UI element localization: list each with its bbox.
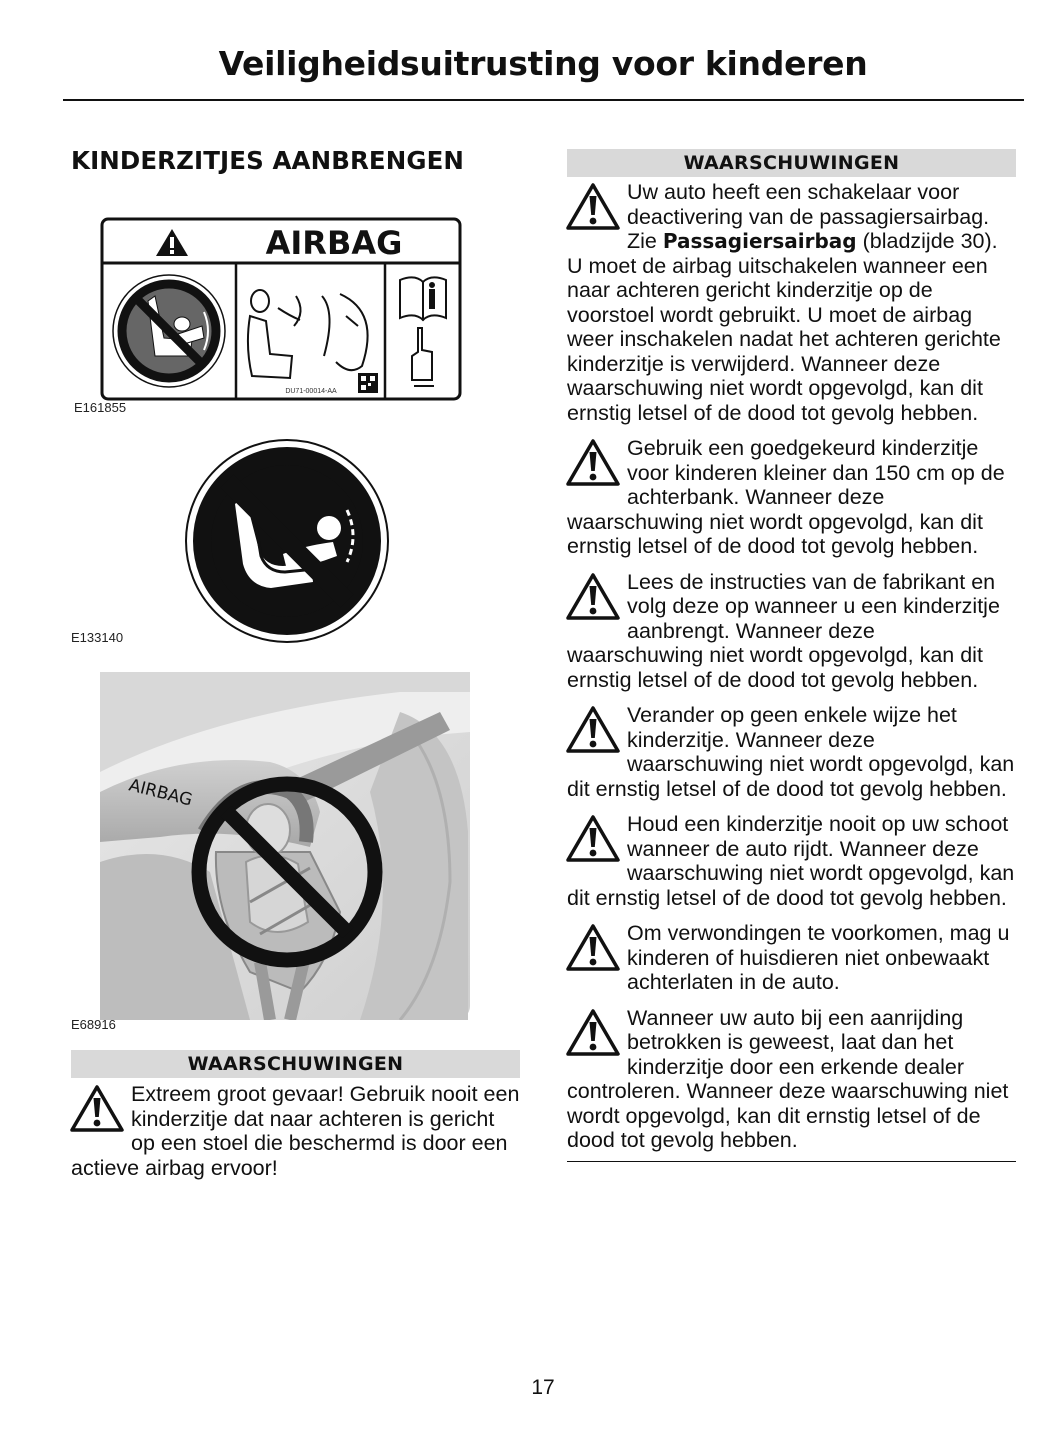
dashboard-airbag-text: AIRBAG	[126, 775, 195, 811]
warning-text: Om verwondingen te voorkomen, mag u kinderen of huisdieren niet onbewaakt achterlaten in de auto.	[627, 921, 1010, 994]
qr-code-icon	[358, 373, 378, 393]
warning-triangle-icon	[565, 182, 621, 232]
warning-triangle-icon	[565, 923, 621, 973]
right-column	[567, 149, 1016, 1162]
warning-text: Uw auto heeft een schakelaar voor deactivering van de passagiersairbag. Zie	[627, 180, 990, 253]
left-warnings	[71, 1050, 520, 1180]
car-interior-image	[100, 672, 470, 1020]
warning-triangle-icon	[565, 1008, 621, 1058]
figure-code: E133140	[71, 630, 124, 645]
warning-triangle-icon	[69, 1084, 125, 1134]
warnings-header: WAARSCHUWINGEN	[567, 149, 1016, 177]
airbag-warning-label-figure	[100, 216, 462, 406]
warning-item	[567, 570, 1016, 693]
car-interior-figure	[100, 672, 470, 1024]
airbag-label-image	[100, 216, 462, 402]
prohibition-symbol-figure	[183, 438, 393, 648]
warning-item	[567, 703, 1016, 801]
figure-code: E68916	[71, 1017, 116, 1032]
left-column	[71, 146, 520, 175]
figure-code: E161855	[74, 400, 127, 415]
warning-item	[567, 180, 1016, 425]
warning-text: Extreem groot gevaar! Gebruik nooit een kinderzitje dat naar achteren is gericht op een stoel die beschermd is door een actieve airbag ervoor!	[71, 1082, 520, 1180]
warning-triangle-icon	[565, 705, 621, 755]
no-child-seat-airbag-icon	[183, 438, 393, 644]
page-number: 17	[531, 1376, 555, 1399]
warning-text: Gebruik een goedgekeurd kinderzitje voor kinderen kleiner dan 150 cm op de achterbank. Wanneer deze waarschuwing niet wordt opgevolgd, kan dit ernstig letsel of de dood tot gevolg hebben.	[567, 436, 1005, 558]
warning-text: Verander op geen enkele wijze het kinderzitje. Wanneer deze waarschuwing niet wordt opgevolgd, kan dit ernstig letsel of de dood tot gevolg hebben.	[567, 703, 1015, 801]
title-divider	[63, 99, 1024, 101]
label-part-code: DU71-00014-AA	[285, 388, 337, 395]
warning-triangle-icon	[565, 438, 621, 488]
warning-text: (bladzijde 30). U moet de airbag uitschakelen wanneer een naar achteren gericht kinderzitje op de voorstoel wordt gebruikt. U moet de airbag weer inschakelen nadat het achteren gerichte kinderzitje is verwijderd. Wanneer deze waarschuwing niet wordt opgevolgd, kan dit ernstig letsel of de dood tot gevolg hebben.	[567, 229, 1001, 425]
warning-triangle-icon	[565, 814, 621, 864]
airbag-label-text: AIRBAG	[265, 224, 403, 262]
section-end-divider	[567, 1161, 1016, 1163]
page-title: Veiligheidsuitrusting voor kinderen	[218, 44, 868, 83]
warning-triangle-icon	[565, 572, 621, 622]
warning-text: Lees de instructies van de fabrikant en volg deze op wanneer u een kinderzitje aanbrengt. Wanneer deze waarschuwing niet wordt opgevolgd, kan dit ernstig letsel of de dood tot gevolg hebben.	[567, 569, 1000, 692]
warning-item	[567, 812, 1016, 910]
warning-item	[567, 1006, 1016, 1153]
section-heading: KINDERZITJES AANBRENGEN	[71, 146, 465, 175]
warnings-header: WAARSCHUWINGEN	[71, 1050, 520, 1078]
warning-text: Wanneer uw auto bij een aanrijding betrokken is geweest, laat dan het kinderzitje door een erkende dealer controleren. Wanneer deze waarschuwing niet wordt opgevolgd, kan dit ernstig letsel of de dood tot gevolg hebben.	[567, 1005, 1009, 1152]
warning-item	[71, 1082, 520, 1180]
passagiersairbag-reference-link[interactable]: Passagiersairbag	[662, 229, 857, 253]
no-rear-facing-seat-icon	[113, 275, 225, 387]
warning-item	[567, 921, 1016, 995]
warning-text: Houd een kinderzitje nooit op uw schoot wanneer de auto rijdt. Wanneer deze waarschuwing niet wordt opgevolgd, kan dit ernstig letsel of de dood tot gevolg hebben.	[567, 812, 1015, 910]
warning-item	[567, 436, 1016, 559]
